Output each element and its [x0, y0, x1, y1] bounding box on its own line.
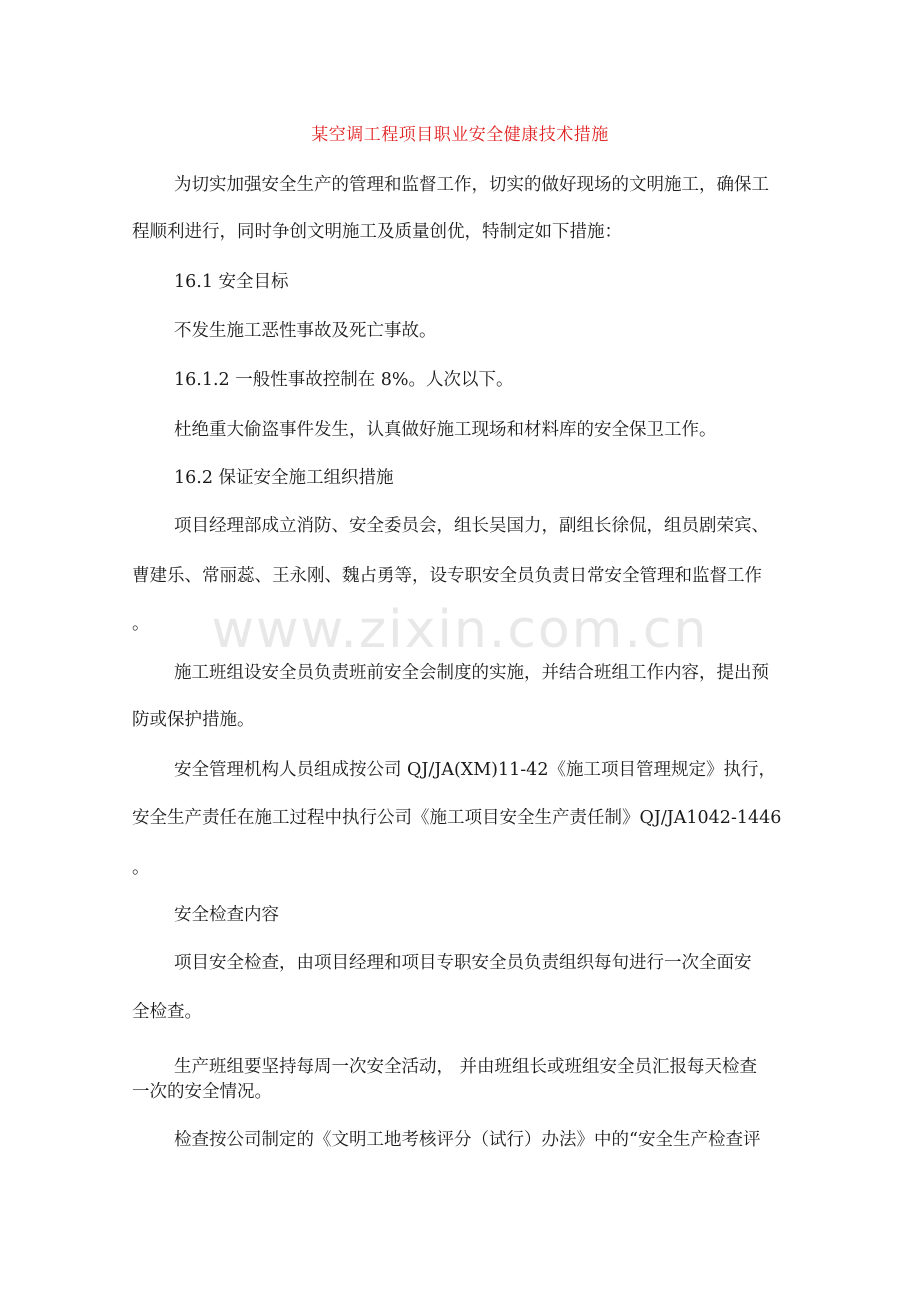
paragraph-line: 施工班组设安全员负责班前安全会制度的实施，并结合班组工作内容，提出预 [174, 663, 769, 683]
paragraph-line: 全检查。 [132, 1002, 202, 1022]
paragraph-line: 16.1.2 一般性事故控制在 8%。人次以下。 [174, 370, 514, 390]
paragraph-line: 检查按公司制定的《文明工地考核评分（试行）办法》中的“安全生产检查评 [174, 1130, 761, 1150]
paragraph-line: 杜绝重大偷盗事件发生，认真做好施工现场和材料库的安全保卫工作。 [174, 420, 717, 440]
paragraph-line: 一次的安全情况。 [132, 1082, 272, 1102]
paragraph-line: 安全管理机构人员组成按公司 QJ/JA(XM)11-42《施工项目管理规定》执行， [174, 760, 776, 780]
document-title: 某空调工程项目职业安全健康技术措施 [311, 125, 609, 145]
section-heading: 16.1 安全目标 [174, 272, 289, 292]
paragraph-line: 生产班组要坚持每周一次安全活动， 并由班组长或班组安全员汇报每天检查 [174, 1057, 758, 1077]
paragraph-line: 程顺利进行，同时争创文明施工及质量创优，特制定如下措施： [132, 222, 622, 242]
paragraph-line: 安全生产责任在施工过程中执行公司《施工项目安全生产责任制》QJ/JA1042-1446 [132, 808, 782, 828]
paragraph-line: 为切实加强安全生产的管理和监督工作，切实的做好现场的文明施工，确保工 [174, 175, 769, 195]
watermark: www.zixin.com.cn [211, 600, 709, 660]
paragraph-line: 防或保护措施。 [132, 710, 255, 730]
paragraph-line: 不发生施工恶性事故及死亡事故。 [174, 321, 437, 341]
section-heading: 16.2 保证安全施工组织措施 [174, 468, 394, 488]
paragraph-line: 。 [132, 614, 150, 634]
paragraph-line: 曹建乐、常丽蕊、王永刚、魏占勇等，设专职安全员负责日常安全管理和监督工作 [132, 566, 762, 586]
paragraph-line: 。 [132, 858, 150, 878]
paragraph-line: 项目安全检查，由项目经理和项目专职安全员负责组织每旬进行一次全面安 [174, 953, 752, 973]
paragraph-line: 项目经理部成立消防、安全委员会，组长吴国力，副组长徐侃，组员剧荣宾、 [174, 516, 769, 536]
section-heading: 安全检查内容 [174, 905, 279, 925]
